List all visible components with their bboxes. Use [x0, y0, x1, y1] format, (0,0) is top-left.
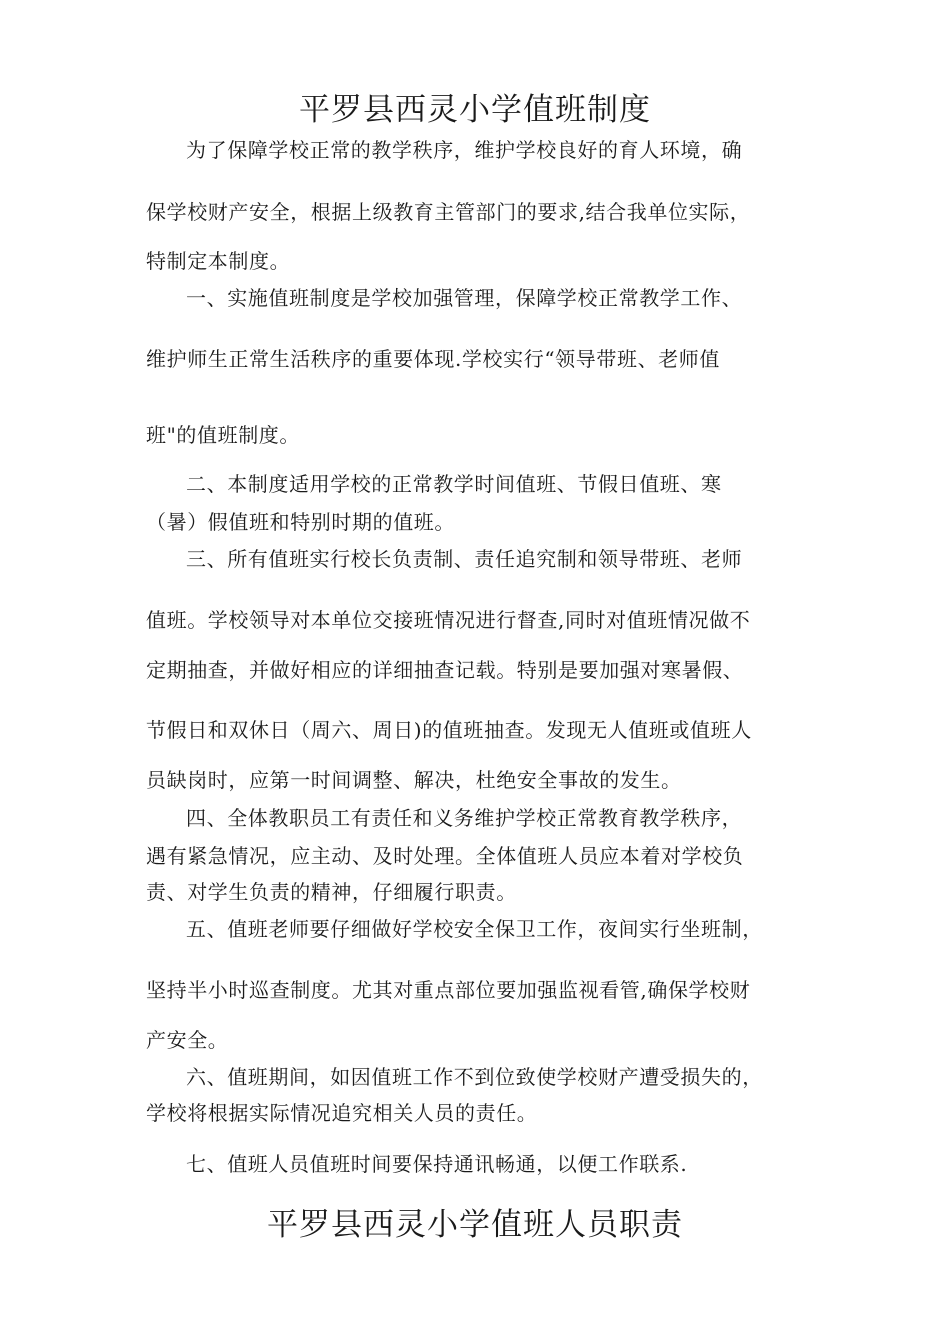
paragraph-line: 维护师生正常生活秩序的重要体现.学校实行“领导带班、老师值	[146, 347, 720, 371]
document-title: 平罗县西灵小学值班制度	[299, 92, 651, 128]
paragraph-line: 学校将根据实际情况追究相关人员的责任。	[146, 1101, 538, 1125]
paragraph-line: 为了保障学校正常的教学秩序，维护学校良好的育人环境，确	[186, 138, 743, 162]
paragraph-line: 产安全。	[146, 1028, 229, 1052]
paragraph-line: （暑）假值班和特别时期的值班。	[146, 510, 455, 534]
paragraph-line: 节假日和双休日（周六、周日)的值班抽查。发现无人值班或值班人	[146, 718, 752, 742]
paragraph-line: 坚持半小时巡查制度。尤其对重点部位要加强监视看管,确保学校财	[146, 978, 751, 1002]
paragraph-line: 员缺岗时，应第一时间调整、解决，杜绝安全事故的发生。	[146, 768, 682, 792]
paragraph-line: 保学校财产安全，根据上级教育主管部门的要求,结合我单位实际，	[146, 200, 751, 224]
paragraph-line: 遇有紧急情况，应主动、及时处理。全体值班人员应本着对学校负	[146, 844, 744, 868]
paragraph-line: 七、值班人员值班时间要保持通讯畅通，以便工作联系.	[186, 1152, 688, 1176]
paragraph-line: 班"的值班制度。	[146, 423, 300, 447]
paragraph-line: 五、值班老师要仔细做好学校安全保卫工作，夜间实行坐班制，	[186, 917, 763, 941]
paragraph-line: 六、值班期间，如因值班工作不到位致使学校财产遭受损失的，	[186, 1065, 763, 1089]
paragraph-line: 三、所有值班实行校长负责制、责任追究制和领导带班、老师	[186, 547, 743, 571]
paragraph-line: 四、全体教职员工有责任和义务维护学校正常教育教学秩序，	[186, 806, 743, 830]
paragraph-line: 二、本制度适用学校的正常教学时间值班、节假日值班、寒	[186, 472, 722, 496]
second-title: 平罗县西灵小学值班人员职责	[267, 1207, 683, 1243]
paragraph-line: 责、对学生负责的精神，仔细履行职责。	[146, 880, 517, 904]
paragraph-line: 定期抽查，并做好相应的详细抽查记载。特别是要加强对寒暑假、	[146, 658, 744, 682]
paragraph-line: 值班。学校领导对本单位交接班情况进行督查,同时对值班情况做不	[146, 608, 751, 632]
paragraph-line: 特制定本制度。	[146, 249, 291, 273]
paragraph-line: 一、实施值班制度是学校加强管理，保障学校正常教学工作、	[186, 286, 743, 310]
